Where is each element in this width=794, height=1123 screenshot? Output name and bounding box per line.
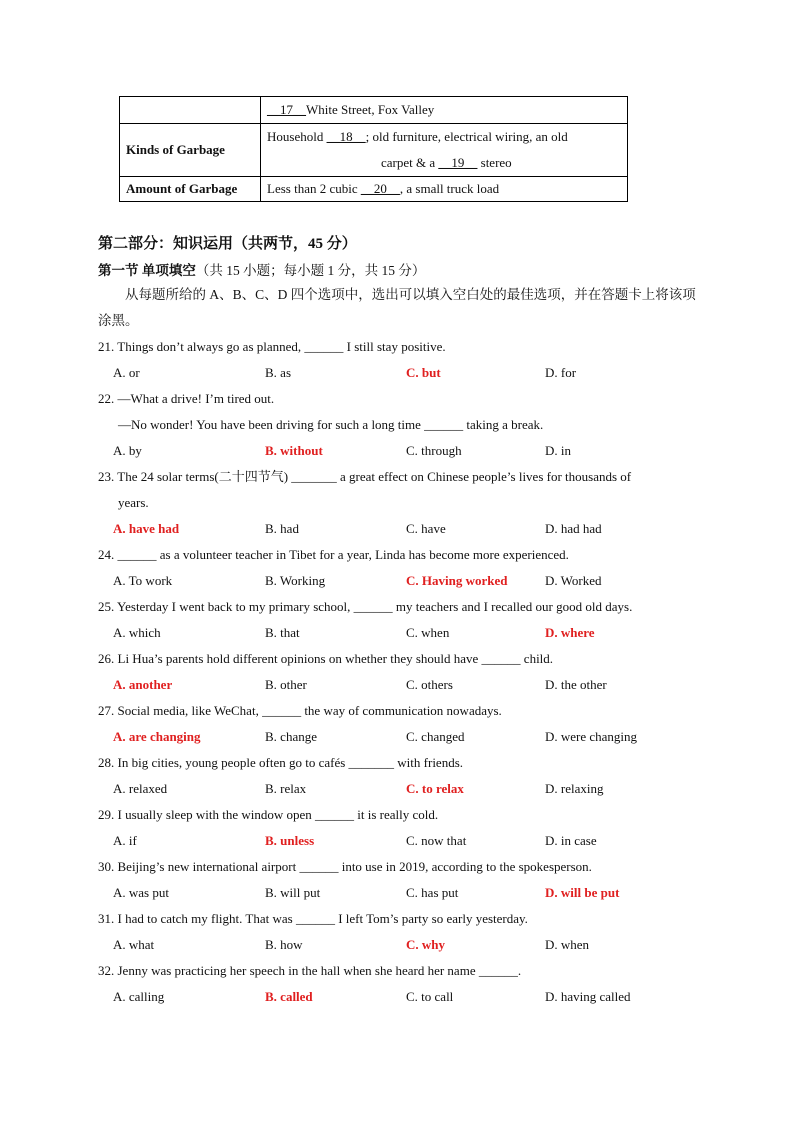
question-number: 25.: [98, 599, 118, 614]
blank-19: __19__: [438, 155, 478, 170]
option-d: D. for: [545, 365, 577, 380]
option-row: [113, 365, 713, 385]
question-text: Jenny was practicing her speech in the hall when she heard her name ______.: [117, 963, 522, 978]
kinds-line-2: [267, 150, 621, 176]
question-25: [98, 594, 710, 620]
question-number: 26.: [98, 651, 118, 666]
option-correct-answer: C. but: [406, 365, 441, 380]
question-stem: [98, 698, 710, 724]
option-row: [113, 833, 713, 853]
option-correct-answer: D. will be put: [545, 885, 620, 900]
question-text: Social media, like WeChat, ______ the way of communication nowadays.: [117, 703, 502, 718]
question-text: ______ as a volunteer teacher in Tibet for a year, Linda has become more experienced.: [117, 547, 569, 562]
question-stem: [98, 594, 710, 620]
question-number: 32.: [98, 963, 118, 978]
option-b: B. as: [265, 365, 291, 380]
subsection-detail: （共 15 小题；每小题 1 分，共 15 分）: [195, 263, 426, 278]
option-b: B. that: [265, 625, 300, 640]
instruction-text: 从每题所给的 A、B、C、D 四个选项中，选出可以填入空白处的最佳选项，并在答题卡上将该项涂黑。: [98, 287, 696, 328]
option-correct-answer: A. are changing: [113, 729, 201, 744]
question-text: Beijing’s new international airport ______ into use in 2019, according to the spokesperson.: [117, 859, 592, 874]
question-stem: [98, 334, 710, 360]
table-row: [120, 177, 628, 202]
address-text: White Street, Fox Valley: [306, 102, 435, 117]
option-correct-answer: C. to relax: [406, 781, 464, 796]
subsection-label: 第一节 单项填空: [98, 263, 196, 278]
option-b: B. relax: [265, 781, 307, 796]
option-c: C. changed: [406, 729, 465, 744]
garbage-info-table: [119, 96, 628, 202]
option-c: C. has put: [406, 885, 459, 900]
option-row: [113, 443, 713, 463]
option-d: D. having called: [545, 989, 631, 1004]
question-stem: [98, 958, 710, 984]
section-title: 第二部分：知识运用（共两节，45 分）: [98, 236, 357, 252]
question-number: 28.: [98, 755, 118, 770]
kinds-text: carpet & a: [381, 155, 436, 170]
option-correct-answer: C. why: [406, 937, 446, 952]
table-cell-empty: [120, 97, 261, 124]
row-label: Kinds of Garbage: [120, 124, 261, 177]
option-a: A. was put: [113, 885, 169, 900]
question-number: 22.: [98, 391, 118, 406]
option-correct-answer: B. called: [265, 989, 313, 1004]
question-stem: [98, 386, 710, 412]
question-stem: [98, 750, 710, 776]
option-b: B. Working: [265, 573, 326, 588]
question-32: [98, 958, 710, 984]
question-26: [98, 646, 710, 672]
question-number: 27.: [98, 703, 118, 718]
amount-text: Less than 2 cubic: [267, 181, 358, 196]
question-text: years.: [118, 495, 149, 510]
option-b: B. change: [265, 729, 317, 744]
option-row: [113, 625, 713, 645]
option-correct-answer: A. another: [113, 677, 173, 692]
blank-17: __17__: [267, 102, 306, 117]
option-a: A. if: [113, 833, 137, 848]
question-text: —What a drive! I’m tired out.: [117, 391, 275, 406]
option-b: B. other: [265, 677, 307, 692]
option-a: A. by: [113, 443, 142, 458]
kinds-text: ; old furniture, electrical wiring, an old: [365, 129, 568, 144]
amount-text: , a small truck load: [399, 181, 500, 196]
question-text: Li Hua’s parents hold different opinions on whether they should have ______ child.: [117, 651, 554, 666]
table-cell: [261, 124, 628, 177]
option-c: C. through: [406, 443, 462, 458]
option-d: D. were changing: [545, 729, 638, 744]
option-a: A. or: [113, 365, 140, 380]
table-row: [120, 97, 628, 124]
question-text: I had to catch my flight. That was ______ I left Tom’s party so early yesterday.: [117, 911, 528, 926]
option-c: C. now that: [406, 833, 467, 848]
question-30: [98, 854, 710, 880]
question-text: In big cities, young people often go to cafés _______ with friends.: [117, 755, 464, 770]
option-b: B. will put: [265, 885, 321, 900]
blank-18: __18__: [326, 129, 366, 144]
option-b: B. had: [265, 521, 299, 536]
question-stem: [98, 854, 710, 880]
option-row: [113, 989, 713, 1009]
question-text: Things don’t always go as planned, ______ I still stay positive.: [117, 339, 446, 354]
option-a: A. which: [113, 625, 161, 640]
option-row: [113, 729, 713, 749]
option-correct-answer: A. have had: [113, 521, 180, 536]
question-29: [98, 802, 710, 828]
question-24: [98, 542, 710, 568]
option-row: [113, 521, 713, 541]
question-number: 30.: [98, 859, 118, 874]
option-row: [113, 885, 713, 905]
kinds-line-1: [267, 124, 621, 150]
option-a: A. relaxed: [113, 781, 168, 796]
question-text: Yesterday I went back to my primary school, ______ my teachers and I recalled our good old days.: [117, 599, 633, 614]
question-27: [98, 698, 710, 724]
question-number: 21.: [98, 339, 118, 354]
question-21: [98, 334, 710, 360]
question-stem: [98, 464, 710, 490]
question-stem: [98, 542, 710, 568]
option-a: A. what: [113, 937, 155, 952]
question-23: [98, 464, 710, 516]
question-number: 23.: [98, 469, 118, 484]
kinds-text: stereo: [480, 155, 512, 170]
question-text: —No wonder! You have been driving for such a long time ______ taking a break.: [118, 417, 544, 432]
option-correct-answer: C. Having worked: [406, 573, 508, 588]
question-text: I usually sleep with the window open ______ it is really cold.: [117, 807, 439, 822]
kinds-text: Household: [267, 129, 324, 144]
option-d: D. in: [545, 443, 571, 458]
question-number: 31.: [98, 911, 118, 926]
table-cell: [261, 97, 628, 124]
option-row: [113, 781, 713, 801]
table-row: [120, 124, 628, 177]
question-text: The 24 solar terms(二十四节气) _______ a great effect on Chinese people’s lives for thousands of: [117, 469, 632, 484]
option-c: C. have: [406, 521, 446, 536]
row-label: Amount of Garbage: [120, 177, 261, 202]
option-correct-answer: B. without: [265, 443, 323, 458]
blank-20: __20__: [360, 181, 400, 196]
option-a: A. To work: [113, 573, 173, 588]
option-row: [113, 937, 713, 957]
question-stem: [98, 906, 710, 932]
option-d: D. when: [545, 937, 590, 952]
subsection-title: [98, 259, 425, 279]
question-31: [98, 906, 710, 932]
question-stem: [98, 646, 710, 672]
option-c: C. others: [406, 677, 453, 692]
option-d: D. the other: [545, 677, 607, 692]
question-stem: [98, 802, 710, 828]
table-cell: [261, 177, 628, 202]
option-b: B. how: [265, 937, 303, 952]
question-number: 29.: [98, 807, 118, 822]
option-d: D. had had: [545, 521, 602, 536]
question-28: [98, 750, 710, 776]
option-correct-answer: B. unless: [265, 833, 315, 848]
option-row: [113, 677, 713, 697]
option-a: A. calling: [113, 989, 165, 1004]
question-number: 24.: [98, 547, 118, 562]
option-d: D. Worked: [545, 573, 602, 588]
option-d: D. relaxing: [545, 781, 604, 796]
option-c: C. when: [406, 625, 450, 640]
option-row: [113, 573, 713, 593]
option-c: C. to call: [406, 989, 454, 1004]
option-d: D. in case: [545, 833, 597, 848]
option-correct-answer: D. where: [545, 625, 595, 640]
question-22: [98, 386, 710, 438]
